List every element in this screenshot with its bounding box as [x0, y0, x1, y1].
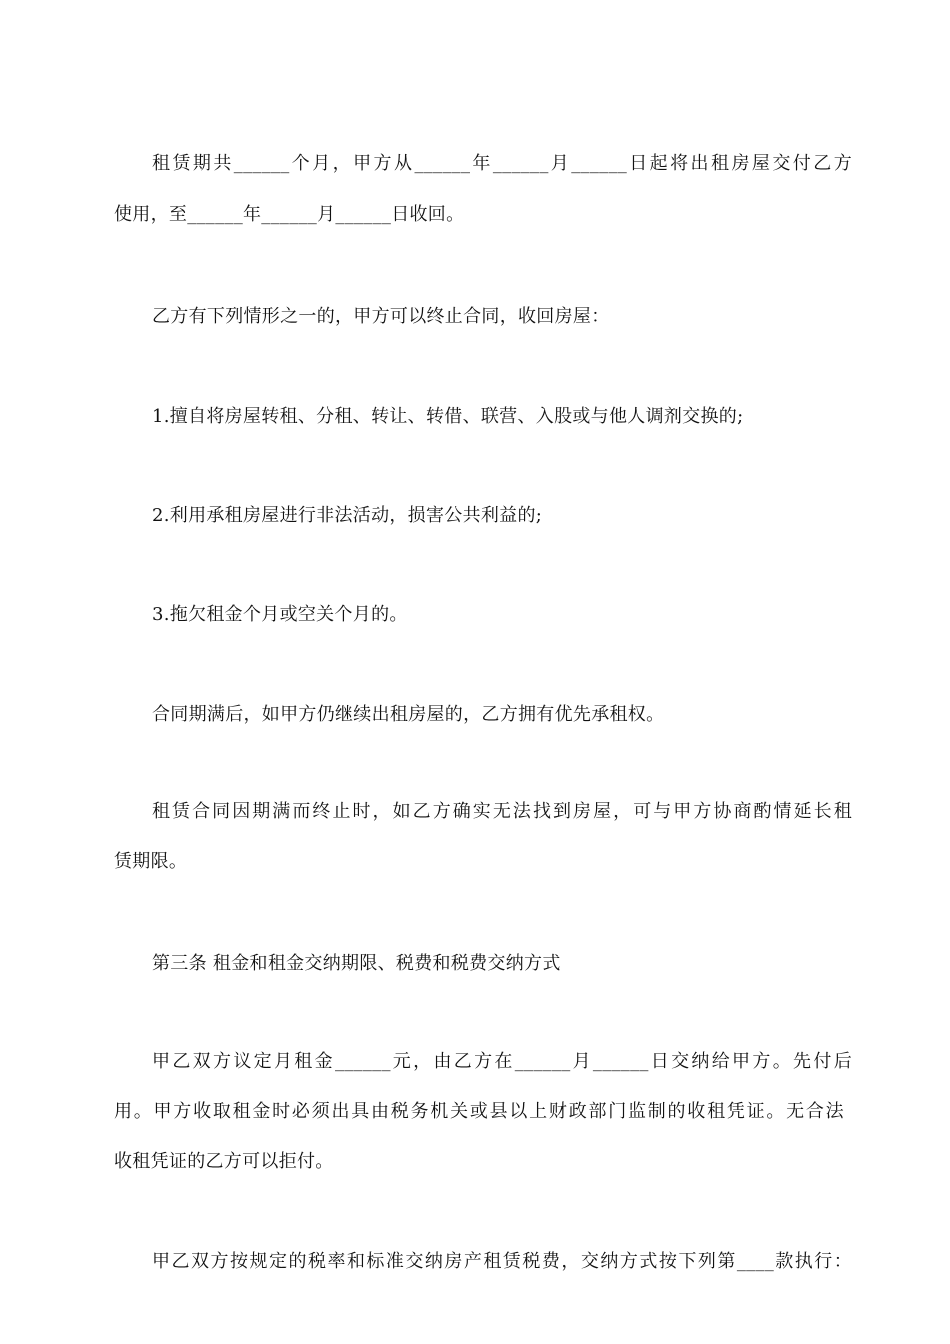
renewal-priority: 合同期满后，如甲方仍继续出租房屋的，乙方拥有优先承租权。: [152, 704, 665, 725]
extension-line-2: 赁期限。: [114, 851, 188, 872]
lease-term-line-1: 租赁期共______个月，甲方从______年______月______日起将出租房屋交付乙方: [152, 153, 852, 174]
extension-line-1: 租赁合同因期满而终止时，如乙方确实无法找到房屋，可与甲方协商酌情延长租: [152, 801, 852, 822]
rent-payment-line-1: 甲乙双方议定月租金______元，由乙方在______月______日交纳给甲方。先付后: [152, 1051, 852, 1072]
termination-intro: 乙方有下列情形之一的，甲方可以终止合同，收回房屋：: [152, 306, 610, 327]
rent-payment-line-2: 用。甲方收取租金时必须出具由税务机关或县以上财政部门监制的收租凭证。无合法: [114, 1101, 844, 1122]
rent-payment-line-3: 收租凭证的乙方可以拒付。: [114, 1151, 334, 1172]
termination-item-2: 2.利用承租房屋进行非法活动，损害公共利益的;: [152, 505, 543, 526]
termination-item-1: 1.擅自将房屋转租、分租、转让、转借、联营、入股或与他人调剂交换的;: [152, 406, 744, 427]
lease-term-line-2: 使用，至______年______月______日收回。: [114, 204, 465, 225]
article-3-heading: 第三条 租金和租金交纳期限、税费和税费交纳方式: [152, 953, 561, 974]
tax-payment: 甲乙双方按规定的税率和标准交纳房产租赁税费，交纳方式按下列第____款执行：: [152, 1251, 852, 1272]
termination-item-3: 3.拖欠租金个月或空关个月的。: [152, 604, 408, 625]
